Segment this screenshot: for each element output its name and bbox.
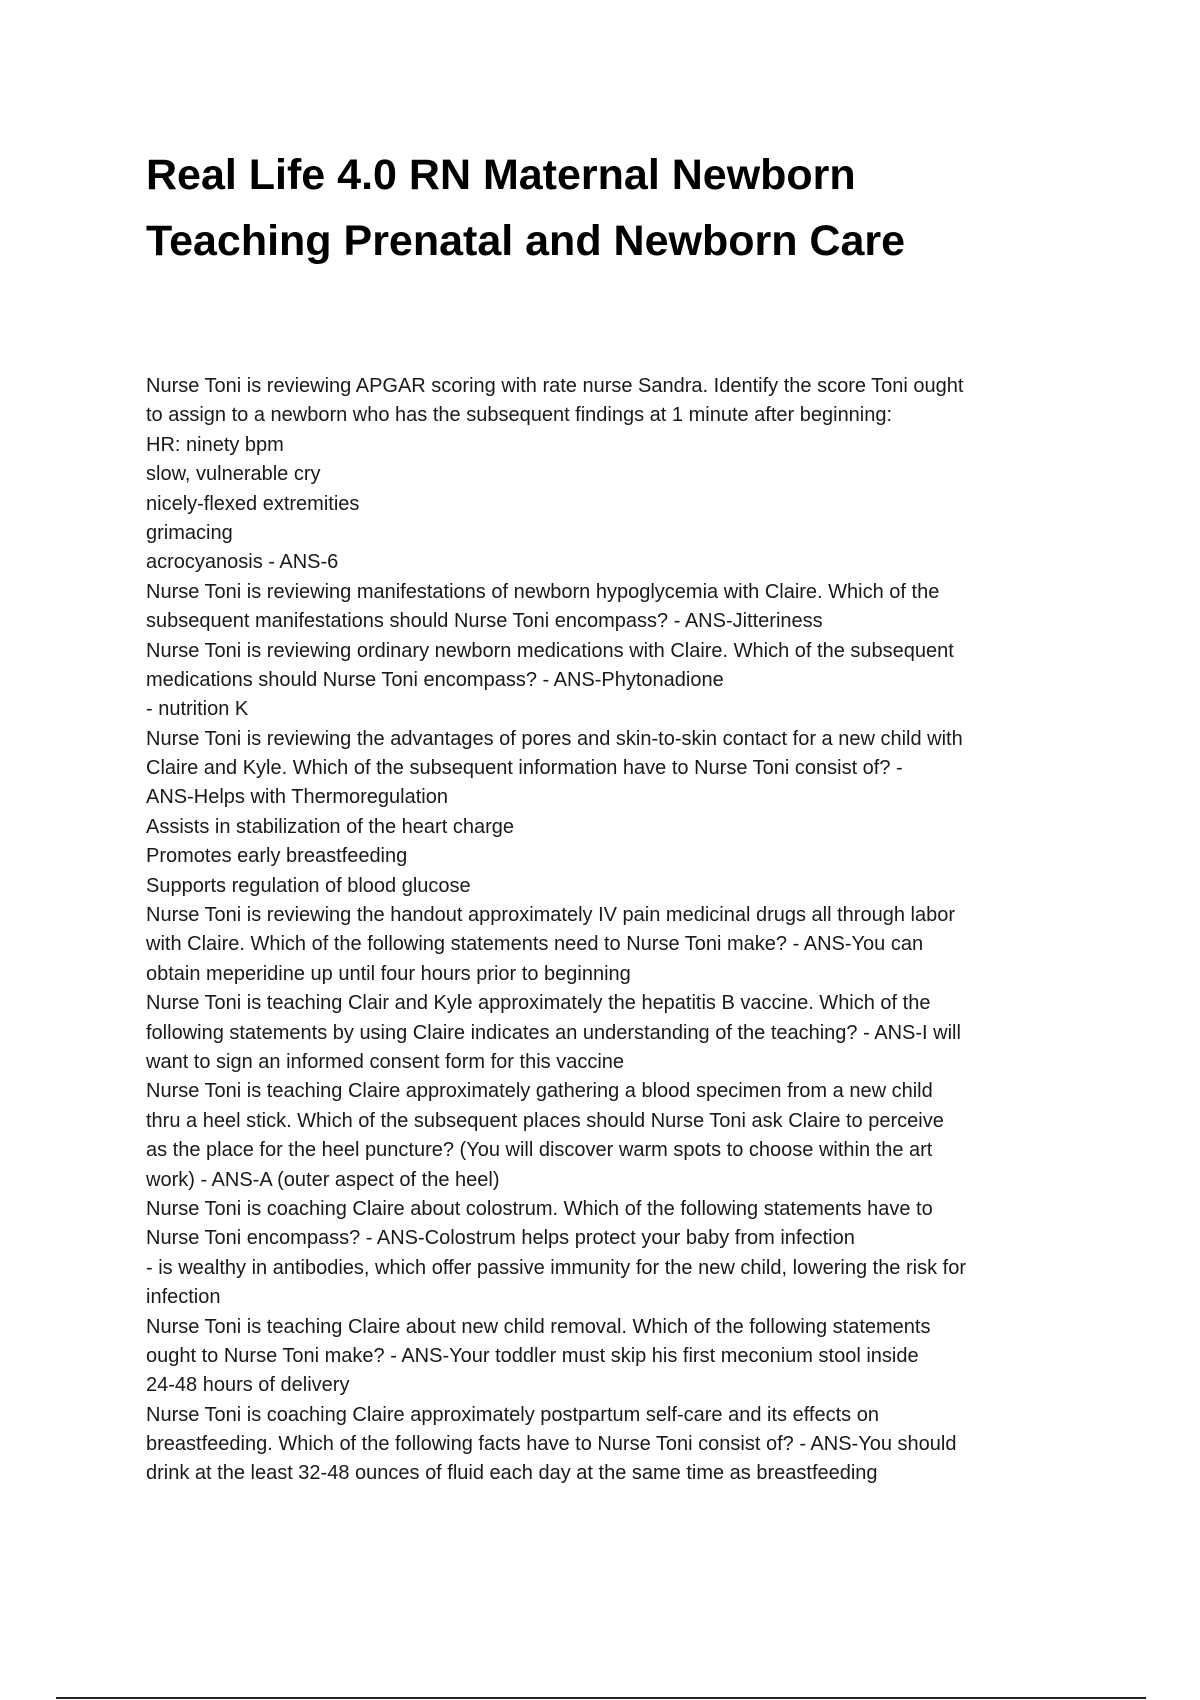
body-line: Nurse Toni is teaching Clair and Kyle approximately the hepatitis B vaccine. Which of the [146,992,931,1015]
body-line: with Claire. Which of the following statements need to Nurse Toni make? - ANS-You can [146,933,924,956]
body-line: ought to Nurse Toni make? - ANS-Your toddler must skip his first meconium stool inside [146,1344,919,1367]
body-line: slow, vulnerable cry [146,463,321,486]
document-title [146,142,1106,274]
title-line: Teaching Prenatal and Newborn Care [146,217,906,265]
body-line: Nurse Toni is coaching Claire about colostrum. Which of the following statements have to [146,1197,933,1220]
body-line: Nurse Toni is teaching Claire about new child removal. Which of the following statements [146,1315,931,1338]
document-body [146,372,1086,1489]
body-line: drink at the least 32-48 ounces of fluid each day at the same time as breastfeeding [146,1462,878,1485]
body-line: Nurse Toni is coaching Claire approximately postpartum self-care and its effects on [146,1403,879,1426]
body-line: medications should Nurse Toni encompass? - ANS-Phytonadione [146,668,724,691]
body-line: Nurse Toni is reviewing APGAR scoring with rate nurse Sandra. Identify the score Toni ought [146,375,964,397]
body-line: obtain meperidine up until four hours prior to beginning [146,962,631,985]
body-line: Claire and Kyle. Which of the subsequent information have to Nurse Toni consist of? - [146,757,903,780]
body-line: Assists in stabilization of the heart charge [146,815,514,838]
body-line: HR: ninety bpm [146,433,284,456]
body-line: to assign to a newborn who has the subsequent findings at 1 minute after beginning: [146,404,893,427]
body-line: Nurse Toni is teaching Claire approximately gathering a blood specimen from a new child [146,1080,933,1103]
body-line: thru a heel stick. Which of the subsequent places should Nurse Toni ask Claire to perceive [146,1109,944,1132]
body-line: Promotes early breastfeeding [146,845,408,868]
body-line: Nurse Toni is reviewing the advantages of pores and skin-to-skin contact for a new child with [146,727,963,750]
body-line: ANS-Helps with Thermoregulation [146,786,448,809]
body-line: - is wealthy in antibodies, which offer passive immunity for the new child, lowering the risk for [146,1256,966,1279]
body-line: infection [146,1286,221,1309]
body-line: Nurse Toni encompass? - ANS-Colostrum helps protect your baby from infection [146,1227,855,1250]
body-line: - nutrition K [146,698,249,721]
body-line: acrocyanosis - ANS-6 [146,551,339,574]
body-line: Nurse Toni is reviewing the handout approximately IV pain medicinal drugs all through labor [146,904,955,927]
body-line: Supports regulation of blood glucose [146,874,471,897]
body-line: work) - ANS-A (outer aspect of the heel) [146,1168,500,1191]
body-line: grimacing [146,521,233,544]
body-line: subsequent manifestations should Nurse Toni encompass? - ANS-Jitteriness [146,610,823,633]
body-line: Nurse Toni is reviewing manifestations of newborn hypoglycemia with Claire. Which of the [146,580,940,603]
body-line: Nurse Toni is reviewing ordinary newborn medications with Claire. Which of the subsequent [146,639,954,662]
body-line: 24-48 hours of delivery [146,1374,350,1397]
body-line: want to sign an informed consent form for this vaccine [146,1050,625,1073]
body-line: nicely-flexed extremities [146,492,360,515]
body-line: as the place for the heel puncture? (You will discover warm spots to choose within the art [146,1139,933,1162]
title-line: Real Life 4.0 RN Maternal Newborn [146,151,856,199]
body-line: following statements by using Claire indicates an understanding of the teaching? - ANS-I will [146,1021,961,1044]
footer-divider [56,1697,1146,1699]
body-line: breastfeeding. Which of the following facts have to Nurse Toni consist of? - ANS-You should [146,1433,957,1456]
